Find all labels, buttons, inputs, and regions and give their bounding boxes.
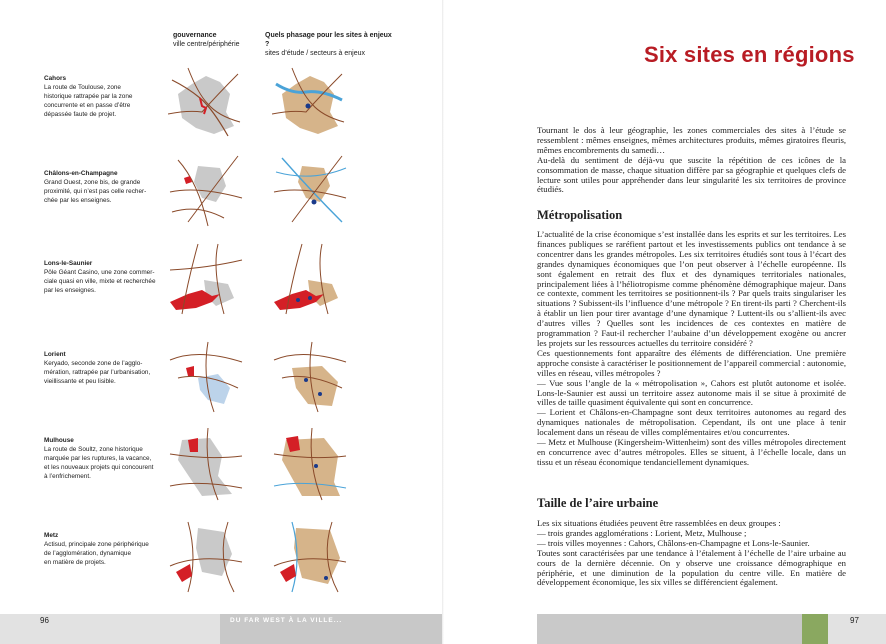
map-mulhouse-gouvernance — [168, 426, 244, 502]
map-metz-gouvernance — [168, 518, 244, 594]
site-name: Mulhouse — [44, 437, 74, 444]
map-lons-phasage — [272, 240, 348, 316]
site-desc-line: Keryado, seconde zone de l’agglo- — [44, 360, 143, 367]
section-metropolisation — [537, 230, 846, 468]
paragraph: Ces questionnements font apparaître des éléments de différenciation. Une première approche consiste à caractériser le positionnement de l’appareil commercial : autonomie, villes en réseau, villes métropoles ? — [537, 347, 847, 378]
site-name: Lorient — [44, 351, 66, 358]
site-lons-text — [44, 259, 164, 295]
site-desc-line: ciale quasi en ville, mixte et recherchée — [44, 278, 156, 285]
site-desc-line: historique rattrapée par la zone — [44, 93, 133, 100]
site-desc-line: Grand Ouest, zone bis, de grande — [44, 179, 141, 186]
site-cahors-text — [44, 74, 164, 119]
site-desc-line: à l’enfrichement. — [44, 473, 91, 480]
paragraph: — trois villes moyennes : Cahors, Châlons-en-Champagne et Lons-le-Saunier. — [537, 537, 810, 548]
intro-paragraph: Au-delà du sentiment de déjà-vu que suscite la répétition de ces icônes de la consommation de masse, chaque situation diffère par sa géographie et quelques clefs de lecture sont utiles pour appréhender dans leur singularité les six territoires de province étudiés. — [537, 154, 846, 195]
site-desc-line: mération, rattrapée par l’urbanisation, — [44, 369, 151, 376]
paragraph: — Lorient et Châlons-en-Champagne sont deux territoires autonomes au regard des dynamiques nationales de métropolisation. Cependant, ils ont une place à tenir localement dans un réseau de villes complémentaires et/ou concurrentes. — [537, 407, 846, 438]
site-metz-text — [44, 531, 164, 567]
map-lons-gouvernance — [168, 240, 244, 316]
site-desc-line: concurrente et en passe d’être — [44, 102, 131, 109]
paragraph: — Metz et Mulhouse (Kingersheim-Wittenheim) sont des villes métropoles directement en concurrence avec d’autres métropoles. Elles se situent, à l’échelle locale, dans un tissu et un réseau économique tendanciellement dynamiques. — [537, 437, 846, 467]
page-title: Six sites en régions — [644, 42, 855, 67]
footer-green-tab — [802, 614, 828, 644]
site-desc-line: La route de Soultz, zone historique — [44, 446, 143, 453]
site-name: Châlons-en-Champagne — [44, 170, 118, 177]
site-name: Metz — [44, 532, 59, 539]
map-mulhouse-phasage — [272, 426, 348, 502]
paragraph: — trois grandes agglomérations : Lorient, Metz, Mulhouse ; — [537, 527, 747, 538]
site-chalons-text — [44, 169, 164, 205]
site-name: Lons-le-Saunier — [44, 260, 93, 267]
gutter — [442, 0, 444, 644]
column-heading-phasage — [265, 31, 395, 58]
heading-taille: Taille de l’aire urbaine — [537, 496, 659, 510]
footer-left-band-lower — [220, 628, 442, 644]
col1-sub: ville centre/périphérie — [173, 41, 240, 48]
map-lorient-gouvernance — [168, 338, 244, 414]
site-desc-line: marquée par les ruptures, la vacance, — [44, 455, 152, 462]
map-cahors-gouvernance — [168, 64, 244, 140]
page-number-right: 97 — [828, 614, 886, 644]
site-desc-line: proximité, qui n’est pas celle recher- — [44, 188, 147, 195]
footer-right-band — [537, 614, 802, 644]
site-desc-line: chée par les enseignes. — [44, 197, 112, 204]
column-heading-gouvernance — [173, 31, 263, 49]
site-desc-line: par les enseignes. — [44, 287, 96, 294]
site-desc-line: La route de Toulouse, zone — [44, 84, 121, 91]
map-lorient-phasage — [272, 338, 348, 414]
map-chalons-phasage — [272, 152, 348, 228]
site-desc-line: de l’agglomération, dynamique — [44, 550, 132, 557]
footer-right — [537, 614, 886, 644]
site-mulhouse-text — [44, 436, 164, 481]
site-desc-line: et les nouveaux projets qui concourent — [44, 464, 154, 471]
site-desc-line: Actisud, principale zone périphérique — [44, 541, 149, 548]
paragraph: L’actualité de la crise économique s’est installée dans les esprits et sur les territoires. Les finances publiques se raréfient partout et les investissements publics ont tendance à se concentrer dans les grandes métropoles. Les six territoires étudiés sont tous à l’écart des grandes dynamiques économiques que l’on peut observer à l’échelle européenne. Ils sont également en retrait des flux et des dynamiques territoriales nationales, principalement liées à l’héliotropisme comme phénomène démographique majeur. Dans ce contexte, comment les territoires se positionnent-ils ? Par quels traits singulariser les situations ? Subissent-ils l’influence d’une métropole ? En tirent-ils parti ? Cherchent-ils à établir un lien pour tirer avantage d’une dynamique ? Luttent-ils ou s’allient-ils avec d’autres villes ? Quelles sont les incidences de ces contextes en matière de programmation ? Faut-il rechercher l’aubaine d’un développement exogène ou ancrer les projets sur les ressources actuelles du territoire considéré ? — [537, 229, 846, 348]
col2-heading: Quels phasage pour les sites à enjeux ? — [265, 32, 392, 48]
map-chalons-gouvernance — [168, 152, 244, 228]
site-desc-line: dépassée faute de projet. — [44, 111, 117, 118]
paragraph: — Vue sous l’angle de la « métropolisation », Cahors est plutôt autonome et isolée. Lons-le-Saunier est aussi un territoire assez autonome mais il se situe à proximité de villes de taille quasiment équivalente qui sont en concurrence. — [537, 377, 846, 408]
running-head: DU FAR WEST À LA VILLE... — [220, 614, 442, 628]
site-desc-line: Pôle Géant Casino, une zone commer- — [44, 269, 155, 276]
intro-text — [537, 126, 846, 195]
site-desc-line: vieillissante et peu lisible. — [44, 378, 116, 385]
footer-left — [0, 614, 442, 644]
intro-paragraph: Tournant le dos à leur géographie, les zones commerciales des sites à l’étude se ressemblent : mêmes enseignes, mêmes architectures produits, mêmes giratoires fleuris, mêmes encombrements du samedi… — [537, 125, 846, 155]
col2-sub: sites d’étude / secteurs à enjeux — [265, 50, 366, 57]
heading-metropolisation: Métropolisation — [537, 208, 623, 222]
site-desc-line: en matière de projets. — [44, 559, 106, 566]
col1-heading: gouvernance — [173, 32, 217, 39]
footer-left-lower — [0, 628, 220, 644]
site-name: Cahors — [44, 75, 67, 82]
map-metz-phasage — [272, 518, 348, 594]
map-cahors-phasage — [272, 64, 348, 140]
page-number-left: 96 — [0, 614, 260, 628]
section-taille — [537, 519, 846, 588]
paragraph: Les six situations étudiées peuvent être rassemblées en deux groupes : — [537, 518, 781, 528]
site-lorient-text — [44, 350, 164, 386]
paragraph: Toutes sont caractérisées par une tendance à l’étalement à l’échelle de l’aire urbaine au cours de la dernière décennie. On y observe une croissance démographique en périphérie, et une diminution de la population du centre ville. En matière de développement économique, les six villes se différencient également. — [537, 547, 846, 588]
